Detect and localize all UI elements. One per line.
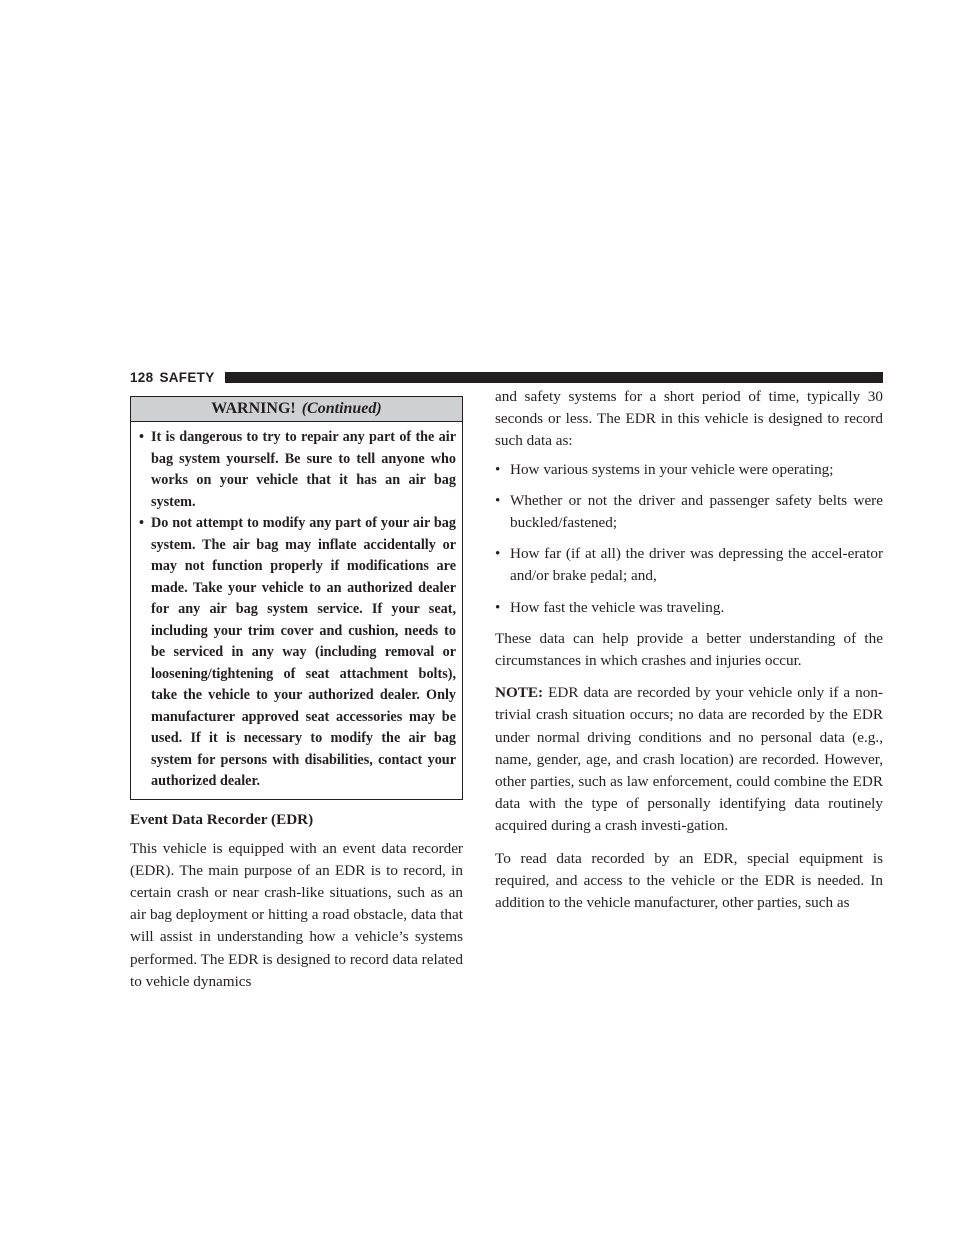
- warning-continued: (Continued): [301, 400, 382, 417]
- list-item: [495, 597, 883, 619]
- warning-item-text: Do not attempt to modify any part of your air bag system. The air bag may inflate accidentally or may not function properly if modifications are made. Take your vehicle to an authorized dealer for any air bag system service. If your seat, including your trim cover and cushion, needs to be serviced in any way (including removal or loosening/tightening of seat attachment bolts), take the vehicle to your authorized dealer. Only manufacturer approved seat accessories may be used. If it is necessary to modify the air bag system for persons with disabilities, contact your authorized dealer.: [151, 515, 456, 789]
- page-number: 128: [130, 369, 154, 385]
- left-column: [130, 396, 463, 993]
- list-item-text: How various systems in your vehicle were operating;: [510, 460, 834, 478]
- edr-data-list: [495, 459, 883, 619]
- note-text: EDR data are recorded by your vehicle only if a non-trivial crash situation occurs; no data are recorded by the EDR under normal driving conditions and no personal data (e.g., name, gender, age, and crash location) are recorded. However, other parties, such as law enforcement, could combine the EDR data with the type of personally identifying data routinely acquired during a crash investi-gation.: [495, 684, 883, 835]
- list-item-text: Whether or not the driver and passenger safety belts were buckled/fastened;: [510, 491, 883, 532]
- header-rule: [225, 372, 884, 383]
- bullet-icon: •: [495, 598, 501, 616]
- list-item: [495, 459, 883, 481]
- warning-box: [130, 396, 463, 800]
- list-item: [495, 543, 883, 587]
- bullet-icon: •: [139, 515, 144, 531]
- warning-header: [131, 397, 462, 422]
- understanding-paragraph: These data can help provide a better understanding of the circumstances in which crashes and injuries occur.: [495, 629, 883, 670]
- warning-item: [139, 513, 456, 793]
- list-item: [495, 490, 883, 534]
- bullet-icon: •: [495, 491, 501, 509]
- list-item-text: How far (if at all) the driver was depressing the accel-erator and/or brake pedal; and,: [510, 545, 883, 585]
- read-data-paragraph: To read data recorded by an EDR, special equipment is required, and access to the vehicle or the EDR is needed. In addition to the vehicle manufacturer, other parties, such as: [495, 849, 883, 912]
- list-item-text: How fast the vehicle was traveling.: [510, 598, 725, 616]
- continuation-paragraph: and safety systems for a short period of time, typically 30 seconds or less. The EDR in this vehicle is designed to record such data as:: [495, 388, 883, 450]
- warning-item: [139, 427, 456, 513]
- note-label: NOTE:: [495, 684, 544, 702]
- bullet-icon: •: [495, 460, 501, 478]
- bullet-icon: •: [495, 545, 501, 563]
- edr-intro-paragraph: This vehicle is equipped with an event data recorder (EDR). The main purpose of an EDR is to record, in certain crash or near crash-like situations, such as an air bag deployment or hitting a road obstacle, data that will assist in understanding how a vehicle’s systems performed. The EDR is designed to record data related to vehicle dynamics: [130, 839, 463, 990]
- page-header: [130, 369, 883, 385]
- warning-item-text: It is dangerous to try to repair any part of the air bag system yourself. Be sure to tell anyone who works on your vehicle that it has an air bag system.: [151, 429, 456, 510]
- right-column: [495, 386, 883, 924]
- warning-title: WARNING!: [211, 400, 296, 417]
- edr-heading: Event Data Recorder (EDR): [130, 810, 314, 828]
- section-title: SAFETY: [159, 369, 215, 385]
- bullet-icon: •: [139, 429, 144, 445]
- note-paragraph: [495, 682, 883, 837]
- warning-list: [131, 422, 462, 799]
